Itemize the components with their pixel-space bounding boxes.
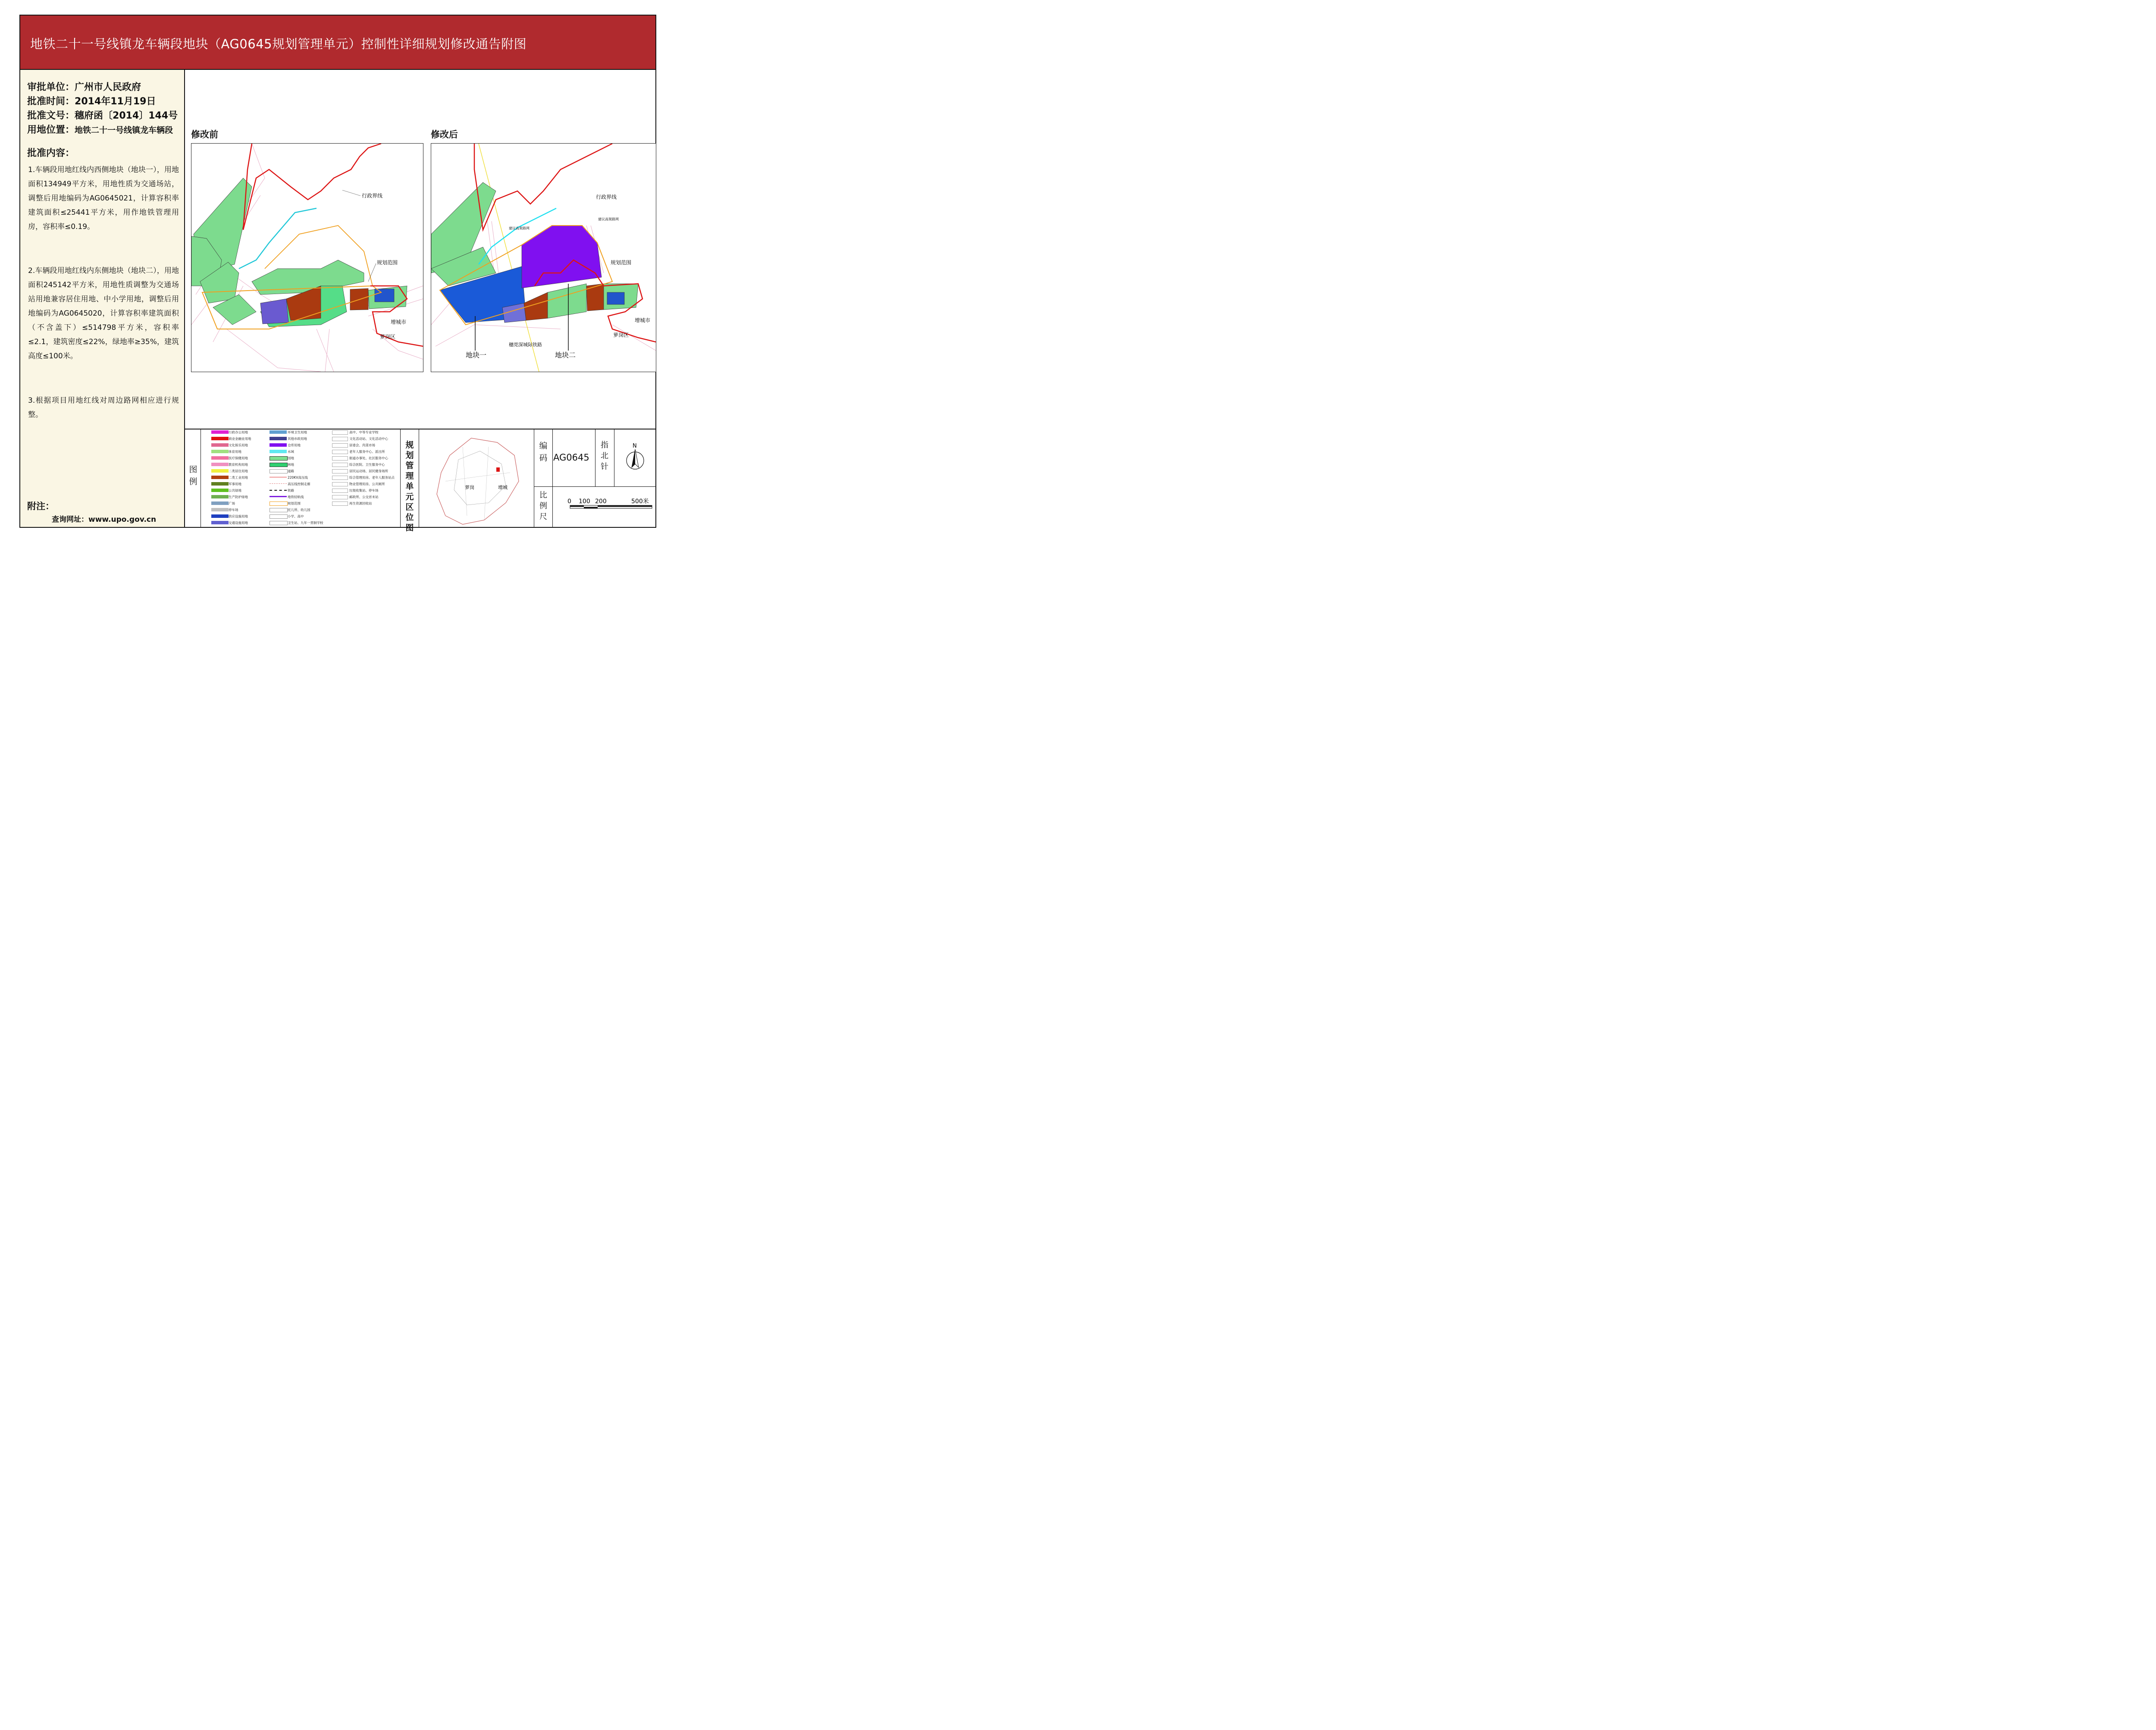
legend-swatch	[211, 469, 229, 473]
location-label-right: 增城	[498, 485, 508, 490]
legend-swatch	[211, 443, 229, 447]
legend-item: 医疗保健用地	[229, 456, 248, 460]
code-divider-inner	[552, 429, 553, 486]
legend-item: 仓库用地	[288, 443, 301, 447]
scale-tick-200: 200	[595, 498, 607, 505]
legend-swatch	[211, 495, 229, 498]
legend-item: 邮政所、公交首末站	[349, 495, 379, 499]
approval-unit-label: 审批单位：	[27, 82, 75, 93]
legend-item: 小学、高中	[288, 514, 304, 518]
scale-divider-inner	[552, 486, 553, 527]
legend-heading: 图例	[189, 465, 197, 486]
parcel-U1	[375, 289, 394, 302]
legend-icon-box	[332, 443, 348, 448]
note-heading: 附注：	[27, 501, 54, 511]
legend-item: 交通设施用地	[229, 521, 248, 525]
legend-item: 文化娱乐用地	[229, 443, 248, 447]
legend-item: 再生资源回收站	[349, 501, 372, 505]
code-value: AG0645	[553, 452, 589, 463]
legend-item: 卫生站、九年一贯制学校	[288, 521, 323, 525]
legend-item: 垃圾收集站、停车场	[349, 489, 379, 492]
city-label: 增城市	[391, 319, 407, 325]
legend-swatch	[270, 437, 287, 440]
legend-icon-box	[332, 450, 348, 454]
approval-unit	[27, 80, 141, 93]
legend-item: 铁路	[288, 489, 294, 492]
location-highlight	[496, 467, 500, 472]
map-after	[431, 143, 656, 372]
legend-item: 物业管理用房、公共厕所	[349, 482, 385, 486]
legend-swatch	[270, 501, 288, 506]
location-map	[420, 429, 534, 527]
railway-label: 穗莞深城际铁路	[509, 342, 542, 348]
content-heading: 批准内容：	[27, 148, 75, 159]
code-label: 编码	[539, 441, 548, 463]
scale-tick-500: 500米	[631, 498, 649, 505]
legend-item: 二类工业用地	[229, 476, 248, 480]
approval-unit-value: 广州市人民政府	[75, 82, 141, 93]
legend-item: 供应设施用地	[229, 514, 248, 518]
admin-line-label: 行政界线	[362, 193, 383, 199]
scale-bar-icon	[561, 496, 653, 513]
map-after-svg	[431, 144, 656, 372]
map-before	[191, 143, 423, 372]
legend-swatch	[211, 482, 229, 486]
legend-swatch	[211, 514, 229, 518]
map-before-heading: 修改前	[191, 129, 218, 140]
approval-doc-value: 穗府函〔2014〕144号	[75, 110, 178, 121]
legend-item: 老年人服务中心、派出所	[349, 450, 385, 454]
legend-swatch	[211, 437, 229, 440]
page-title: 地铁二十一号线镇龙车辆段地块（AG0645规划管理单元）控制性详细规划修改通告附图	[30, 37, 527, 51]
legend-swatch	[270, 443, 287, 447]
scale-tick-100: 100	[579, 498, 590, 505]
land-location-value: 地铁二十一号线镇龙车辆段	[75, 125, 173, 135]
legend-swatch	[211, 521, 229, 524]
legend-swatch	[211, 489, 229, 492]
legend-swatch	[211, 501, 229, 505]
legend-item: 教育机构用地	[229, 463, 248, 467]
legend-swatch	[270, 496, 287, 497]
legend-swatch	[211, 463, 229, 466]
land-location	[27, 122, 173, 136]
legend-item: 综合管理用房、老年人服务站点	[349, 476, 395, 480]
legend-item: 道路	[288, 469, 294, 473]
legend-item: 行政办公用地	[229, 430, 248, 434]
parcel-E2-south	[548, 284, 586, 318]
legend-icon-box	[332, 489, 348, 493]
legend-item: 高中、中等专业学校	[349, 430, 379, 434]
legend-item: 停车场	[229, 508, 238, 512]
legend-icon-box	[332, 430, 348, 435]
location-divider-left	[400, 429, 401, 527]
location-district-outline	[437, 438, 519, 524]
approval-date-value: 2014年11月19日	[75, 96, 156, 107]
scale-tick-0: 0	[567, 498, 571, 505]
legend-item: 居民运动场、居民健身场所	[349, 469, 388, 473]
legend-item: 环境卫生用地	[288, 430, 307, 434]
legend-item: 军事用地	[229, 482, 241, 486]
plan-range-label: 规划范围	[377, 260, 398, 266]
legend-icon-box	[332, 476, 348, 480]
city-label-after: 增城市	[635, 317, 651, 323]
legend-item: 公共绿地	[229, 489, 241, 492]
land-location-label: 用地位置：	[27, 125, 75, 135]
legend-swatch	[270, 456, 288, 461]
legend-swatch	[270, 463, 288, 467]
legend-swatch	[211, 508, 229, 511]
legend-swatch	[211, 430, 229, 434]
district-label: 萝岗区	[380, 334, 396, 340]
legend-item: 二类居住用地	[229, 469, 248, 473]
admin-line-label-after: 行政界线	[596, 194, 617, 200]
legend-swatch	[270, 483, 287, 484]
legend-icon-box	[332, 482, 348, 486]
plot-one-label: 地块一	[466, 351, 487, 359]
legend-item: 商业金融业用地	[229, 437, 251, 441]
legend-item: 文化活动站、文化活动中心	[349, 437, 388, 441]
legend-item: 居委会、肉菜市场	[349, 443, 375, 447]
legend-item: 广场	[229, 501, 235, 505]
legend-icon-box	[332, 469, 348, 473]
map-before-svg	[191, 144, 423, 372]
admin-boundary-north-after	[474, 144, 612, 230]
content-paragraph-3: 3.根据项目用地红线对周边路网相应进行规整。	[28, 396, 179, 419]
legend-item: 地铁轻轨线	[288, 495, 304, 499]
legend-swatch	[211, 476, 229, 479]
legend-icon-box	[332, 456, 348, 461]
approval-doc-label: 批准文号：	[27, 110, 75, 121]
legend-item: 街道办事处、社区服务中心	[349, 456, 388, 460]
legend-item: 园地	[288, 456, 294, 460]
legend-swatch	[270, 490, 287, 491]
legend-swatch	[270, 450, 287, 453]
location-map-heading: 规划管理单元区位图	[405, 440, 414, 533]
north-arrow-icon	[624, 442, 646, 472]
legend-item: 生产防护绿地	[229, 495, 248, 499]
legend-icon-box	[332, 437, 348, 441]
road-net-label-2: 建议高架路网	[598, 217, 619, 221]
note-url: 查询网址：www.upo.gov.cn	[52, 515, 157, 524]
legend-swatch	[270, 521, 288, 525]
admin-boundary-north	[243, 144, 381, 230]
content-paragraph-1: 1.车辆段用地红线内西侧地块（地块一），用地面积134949平方米，用地性质为交通场站，调整后用地编码为AG0645021，计算容积率建筑面积≤25441平方米，用作地铁管理用房，容积率≤0.19。	[28, 166, 179, 231]
legend-swatch	[270, 508, 288, 512]
legend-icon-box	[332, 463, 348, 467]
legend-item: 水域	[288, 450, 294, 454]
north-letter: N	[633, 443, 637, 449]
legend-item: 林地	[288, 463, 294, 467]
parcel-U1-after	[607, 292, 624, 304]
legend-item: 规划范围	[288, 501, 301, 505]
legend-item: 综合医院、卫生服务中心	[349, 463, 385, 467]
legend-swatch	[270, 514, 288, 519]
legend-icon-box	[332, 495, 348, 499]
location-label-left: 萝岗	[465, 485, 474, 490]
district-label-after: 萝岗区	[613, 332, 629, 338]
approval-date-label: 批准时间：	[27, 96, 75, 107]
legend-item: 体育用地	[229, 450, 241, 454]
parcel-M2-east-after	[586, 284, 604, 311]
plot-two-label: 地块二	[555, 351, 576, 359]
scale-label: 比例尺	[539, 491, 547, 521]
legend-swatch	[270, 469, 288, 473]
parcel-U2	[260, 299, 288, 324]
parcel-AG0645020	[522, 226, 602, 288]
approval-date	[27, 94, 156, 107]
map-after-heading: 修改后	[431, 129, 458, 140]
legend-icon-box	[332, 501, 348, 506]
legend-swatch	[270, 430, 287, 434]
legend-item: 220KV高压线	[288, 476, 308, 480]
road-net-label-1: 建议高架路网	[509, 226, 530, 230]
content-paragraph-2: 2.车辆段用地红线内东侧地块（地块二），用地面积245142平方米，用地性质调整为交通场站用地兼容居住用地、中小学用地，调整后用地编码为AG0645020，计算容积率建筑面积（不含盖下）≤514798平方米，容积率≤2.1，建筑密度≤22%，绿地率≥35%，建筑高度≤100米。	[28, 266, 179, 360]
plan-range-label-after: 规划范围	[611, 260, 632, 266]
legend-item: 其他市政用地	[288, 437, 307, 441]
legend-item: 高压线控制走廊	[288, 482, 310, 486]
approval-doc	[27, 108, 178, 122]
water-line	[239, 208, 317, 269]
north-label: 指北针	[601, 441, 608, 471]
location-map-svg	[420, 429, 534, 527]
legend-swatch	[211, 450, 229, 453]
legend-swatch	[211, 456, 229, 460]
legend-item: 托儿所、幼儿园	[288, 508, 310, 512]
